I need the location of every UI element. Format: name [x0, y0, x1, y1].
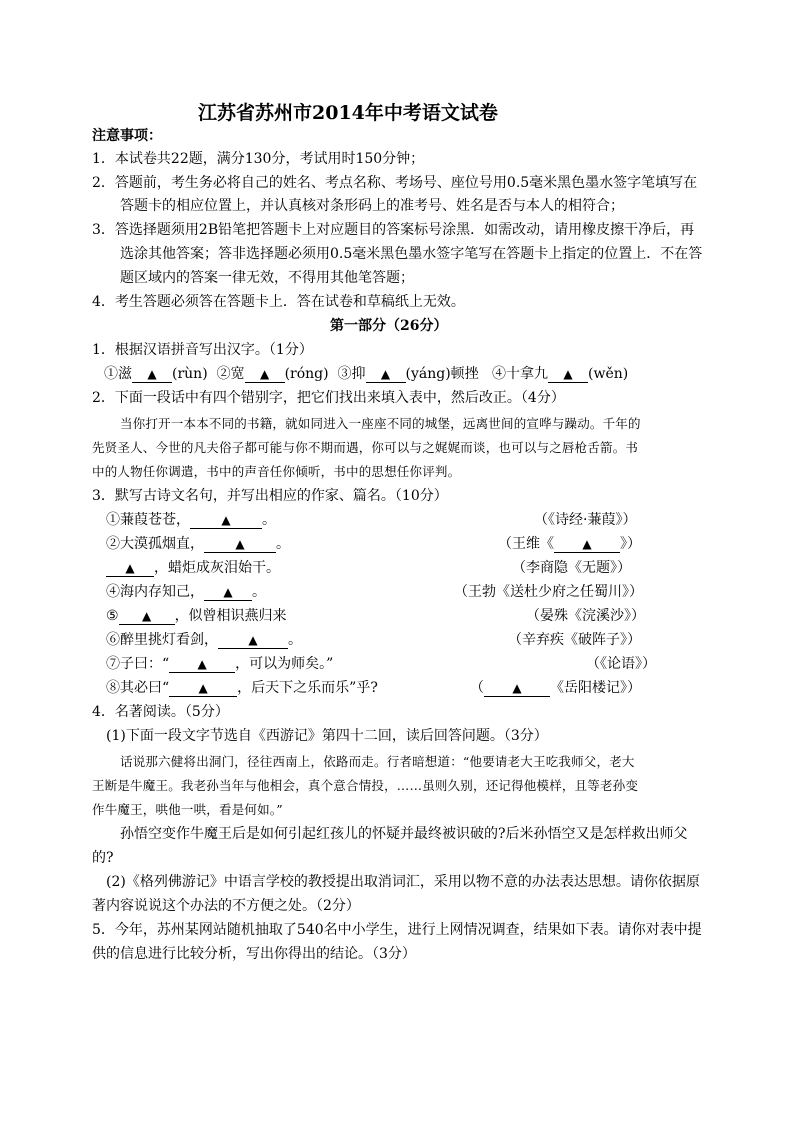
q3-line-8-text: ⑧其必曰“ — [106, 680, 170, 696]
q3-source-5: （晏殊《浣溪沙》） — [526, 608, 645, 624]
q1-item-1-label: ①滋 — [104, 366, 132, 382]
q3-source-8 — [470, 678, 641, 698]
q3-line-6-text: ⑥醉里挑灯看剑， — [106, 632, 218, 648]
q3-blank-8b[interactable]: ▲ — [484, 680, 550, 697]
notice-item-2-line-2: 答题卡的相应位置上，并认真核对条形码上的准考号、姓名是否与本人的相符合； — [120, 198, 624, 214]
q3-source-3: （李商隐《无题》） — [512, 560, 631, 576]
notice-item-2-line-1: 2．答题前，考生务必将自己的姓名、考点名称、考场号、座位号用0.5毫米黑色墨水签字笔填写在 — [92, 175, 698, 191]
q3-source-8-prefix: （ — [470, 680, 484, 696]
q2-passage-line-2: 先贤圣人、今世的凡夫俗子都可能与你不期而遇，你可以与之娓娓而谈，也可以与之唇枪舌箭。书 — [92, 440, 639, 455]
q3-line-8-end: ，后天下之乐而乐”乎? — [237, 680, 378, 696]
q3-line-5-end: ，似曾相识燕归来 — [174, 608, 287, 624]
page-title: 江苏省苏州市2014年中考语文试卷 — [198, 102, 498, 124]
q3-source-7: （《论语》） — [586, 656, 656, 672]
q3-line-7-end: ，可以为师矣。” — [235, 656, 334, 672]
q1-stem: 1．根据汉语拼音写出汉字。（1分） — [92, 342, 313, 358]
q3-line-2-end: 。 — [276, 536, 290, 552]
q1-blank-2[interactable]: ▲ — [245, 366, 285, 383]
q3-blank-6[interactable]: ▲ — [218, 632, 288, 649]
q4-question-1-line-1: 孙悟空变作牛魔王后是如何引起红孩儿的怀疑并最终被识破的?后米孙悟空又是怎样救出师父 — [120, 826, 688, 842]
q2-passage-line-1: 当你打开一本本不同的书籍，就如同进入一座座不同的城堡，远离世间的宣哗与躁动。千年的 — [120, 416, 641, 431]
q3-blank-1[interactable]: ▲ — [190, 512, 262, 529]
q5-line-1: 5．今年，苏州某网站随机抽取了540名中小学生，进行上网情况调查，结果如下表。请你对表中提 — [92, 922, 702, 938]
q4-stem: 4．名著阅读。（5分） — [92, 704, 229, 720]
q4-passage-line-3: 作牛魔王，哄他一哄，看是何如。” — [92, 802, 283, 817]
q1-blank-3[interactable]: ▲ — [366, 366, 406, 383]
q1-items — [104, 364, 628, 384]
q1-blank-1[interactable]: ▲ — [132, 366, 172, 383]
q3-source-6: （辛弃疾《破阵子》） — [508, 632, 641, 648]
q4-sub-2-line-2: 著内容说说这个办法的不方便之处。（2分） — [92, 898, 360, 914]
q1-item-2-pinyin: (róng) — [284, 366, 329, 382]
q3-source-2 — [498, 534, 641, 554]
q1-item-4-pinyin: (wěn) — [588, 366, 629, 382]
q3-line-4-end: 。 — [252, 584, 266, 600]
q4-passage-line-1: 话说那六健将出洞门，径往西南上，依路而走。行者暗想道：“他要请老大王吃我师父，老大 — [120, 754, 635, 769]
notice-heading: 注意事项： — [92, 128, 162, 144]
q3-blank-2[interactable]: ▲ — [204, 536, 276, 553]
q1-item-4-label: ④十拿九 — [492, 366, 549, 382]
notice-item-4: 4．考生答题必须答在答题卡上．答在试卷和草稿纸上无效。 — [92, 294, 465, 310]
q3-line-2 — [106, 534, 290, 554]
q4-sub-1: (1)下面一段文字节选自《西游记》第四十二回，读后回答问题。（3分） — [106, 728, 548, 744]
q1-item-1-pinyin: (rùn) — [172, 366, 208, 382]
q3-line-8 — [106, 678, 378, 698]
notice-item-3-line-1: 3．答选择题须用2B铅笔把答题卡上对应题目的答案标号涂黑．如需改动，请用橡皮擦干净后，再 — [92, 222, 695, 238]
q3-source-1: （《诗经·蒹葭》） — [534, 512, 637, 528]
q3-blank-2b[interactable]: ▲ — [554, 536, 620, 553]
q3-source-8-suffix: 《岳阳楼记》） — [550, 680, 641, 696]
q1-item-2-label: ②宽 — [216, 366, 245, 382]
q1-item-3-pinyin: (yáng)顿挫 — [405, 366, 479, 382]
notice-item-3-line-2: 选涂其他答案；答非选择题必须用0.5毫米黑色墨水签字笔写在答题卡上指定的位置上．不在答 — [120, 246, 703, 262]
q3-line-5-label: ⑤ — [106, 608, 119, 624]
q3-source-4: （王勃《送杜少府之任蜀川》） — [454, 584, 643, 600]
q3-line-3-end: ，蜡炬成灰泪始干。 — [154, 560, 280, 576]
part-1-heading: 第一部分（26分） — [330, 318, 448, 334]
notice-item-3-line-3: 题区域内的答案一律无效，不得用其他笔答题； — [120, 270, 414, 286]
q4-sub-2-line-1: (2)《格列佛游记》中语言学校的教授提出取消词汇，采用以物不意的办法表达思想。请你依据原 — [106, 874, 700, 890]
q3-line-7 — [106, 654, 333, 674]
q3-line-1-end: 。 — [262, 512, 276, 528]
q3-source-2-prefix: （王维《 — [498, 536, 554, 552]
q5-line-2: 供的信息进行比较分析，写出你得出的结论。（3分） — [92, 946, 416, 962]
q3-line-4-text: ④海内存知己， — [106, 584, 204, 600]
q3-line-6-end: 。 — [288, 632, 302, 648]
q3-line-5 — [106, 606, 287, 626]
q3-line-7-text: ⑦子曰：“ — [106, 656, 170, 672]
q3-source-2-suffix: 》） — [620, 536, 641, 552]
q3-blank-3[interactable]: ▲ — [106, 560, 154, 577]
notice-item-1: 1．本试卷共22题，满分130分，考试用时150分钟； — [92, 151, 425, 167]
q3-line-4 — [106, 582, 266, 602]
q3-blank-4[interactable]: ▲ — [204, 584, 252, 601]
q1-blank-4[interactable]: ▲ — [548, 366, 588, 383]
q1-item-3-label: ③抑 — [337, 366, 366, 382]
q3-line-1 — [106, 510, 276, 530]
q3-line-6 — [106, 630, 302, 650]
q3-blank-7[interactable]: ▲ — [169, 656, 235, 673]
q2-stem: 2．下面一段话中有四个错别字，把它们找出来填入表中，然后改正。（4分） — [92, 390, 565, 406]
q4-question-1-line-2: 的? — [92, 850, 114, 866]
q3-blank-5[interactable]: ▲ — [119, 608, 175, 625]
q3-blank-8[interactable]: ▲ — [169, 680, 237, 697]
q3-line-3 — [106, 558, 280, 578]
q3-stem: 3．默写古诗文名句，并写出相应的作家、篇名。（10分） — [92, 488, 448, 504]
q3-line-1-text: ①蒹葭苍苍， — [106, 512, 190, 528]
q3-line-2-text: ②大漠孤烟直， — [106, 536, 204, 552]
q4-passage-line-2: 王断是牛魔王。我老孙当年与他相会，真个意合情投，……虽则久别，还记得他模样，且等老孙变 — [92, 778, 639, 793]
q2-passage-line-3: 中的人物任你调遣，书中的声音任你倾听，书中的思想任你评判。 — [92, 464, 461, 479]
